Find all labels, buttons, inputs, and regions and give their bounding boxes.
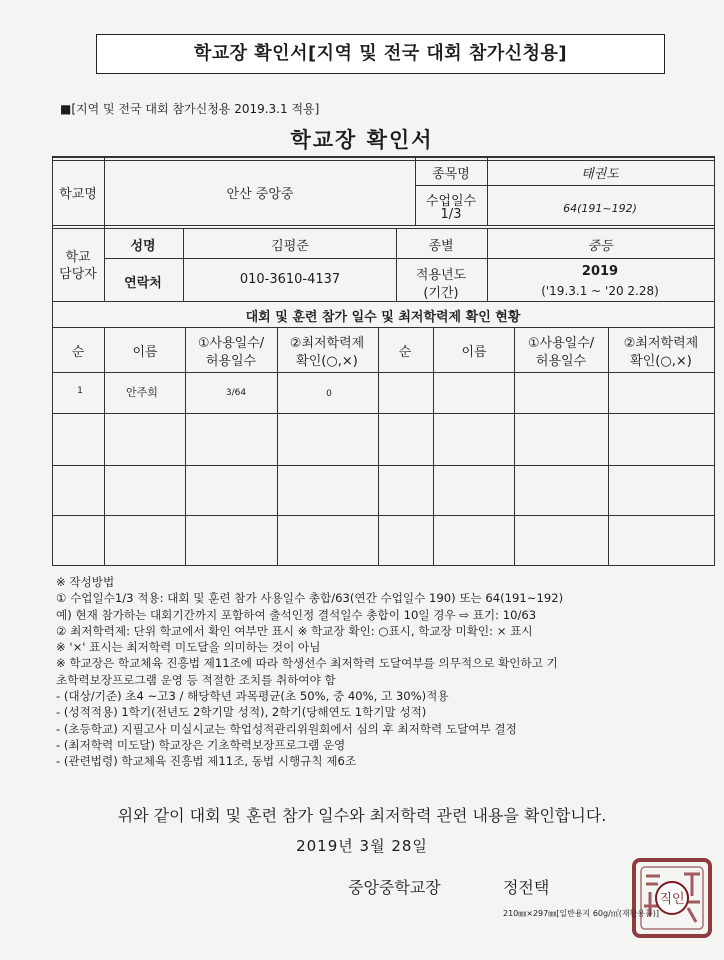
school-days-ratio-label: 1/3 (440, 207, 462, 222)
principal-name: 정전택 (502, 878, 550, 897)
paper-size-note: 210㎜×297㎜[일반용지 60g/㎡(재활용품)] (503, 909, 660, 918)
division-label: 종별 (428, 239, 454, 254)
note-line: 초학력보장프로그램 운영 등 적절한 조치를 취하여야 함 (56, 672, 336, 687)
section-title: 대회 및 훈련 참가 일수 및 최저학력제 확인 현황 (245, 310, 521, 325)
note-line: ※ 학교장은 학교체육 진흥법 제11조에 따라 학생선수 최저학력 도달여부를 의무적으로 확인하고 기 (56, 656, 558, 671)
col-header-no-2: 순 (398, 345, 412, 360)
year-label-line2: (기간) (423, 286, 459, 301)
school-days-value: 64(191~192) (563, 202, 637, 215)
writing-instructions (56, 574, 716, 770)
note-line: ※ 작성방법 (56, 575, 115, 589)
document-date: 2019년 3월 28일 (296, 837, 428, 855)
teacher-label-line1: 학교 (65, 250, 91, 265)
official-seal-stamp (630, 856, 714, 940)
form-title-box: 학교장 확인서[지역 및 전국 대회 참가신청용] (96, 34, 665, 74)
note-line: ② 최저학력제: 단위 학교에서 확인 여부만 표시 ※ 학교장 확인: ○표시, 학교장 미확인: × 표시 (56, 623, 533, 638)
principal-signature-line (348, 875, 549, 898)
note-line: ※ '×' 표시는 최저학력 미도달을 의미하는 것이 아님 (56, 640, 321, 655)
school-days-label: 수업일수 (425, 194, 477, 209)
year-value: 2019 (581, 264, 619, 279)
event-label: 종목명 (432, 167, 470, 182)
row-no: 1 (77, 386, 83, 396)
year-label-line1: 적용년도 (415, 268, 467, 283)
col-header-name: 이름 (132, 345, 158, 360)
note-line: - (대상/기준) 초4 ~고3 / 해당학년 과목평균(초 50%, 중 40%, 고 30%)적용 (56, 689, 449, 704)
col-header-days-line2: 허용일수 (205, 354, 257, 369)
confirmation-statement: 위와 같이 대회 및 훈련 참가 일수와 최저학력 관련 내용을 확인합니다. (117, 806, 607, 825)
col-header-check-2-line2: 확인(○,×) (630, 354, 692, 369)
year-period-value: ('19.3.1 ~ '20 2.28) (541, 284, 659, 298)
form-subtitle-note: ■[지역 및 전국 대회 참가신청용 2019.3.1 적용] (60, 102, 320, 116)
col-header-check-2-line1: ②최저학력제 (623, 336, 699, 351)
row-name: 안주희 (126, 386, 158, 399)
teacher-name-label: 성명 (130, 239, 156, 254)
principal-title: 중앙중학교장 (348, 878, 441, 897)
col-header-days-2-line1: ①사용일수/ (527, 336, 595, 351)
note-line: - (성적적용) 1학기(전년도 2학기말 성적), 2학기(당해연도 1학기말 성적) (56, 705, 427, 720)
col-header-days-2-line2: 허용일수 (535, 354, 587, 369)
col-header-check-line2: 확인(○,×) (296, 354, 358, 369)
note-line: - (관련법령) 학교체육 진흥법 제11조, 동법 시행규칙 제6조 (56, 754, 357, 769)
contact-value: 010-3610-4137 (239, 272, 341, 287)
row-days: 3/64 (225, 388, 247, 398)
contact-label: 연락처 (124, 276, 162, 291)
note-line: - (최저학력 미도달) 학교장은 기초학력보장프로그램 운영 (56, 737, 346, 752)
note-line: ① 수업일수1/3 적용: 대회 및 훈련 참가 사용일수 총합/63(연간 수업일수 190) 또는 64(191~192) (56, 591, 564, 606)
teacher-name-value: 김평준 (271, 239, 309, 254)
col-header-days-line1: ①사용일수/ (197, 336, 265, 351)
division-value: 중등 (587, 239, 613, 254)
row-check: 0 (326, 389, 332, 399)
event-value: 태권도 (581, 167, 619, 182)
school-value: 안산 중앙중 (226, 187, 294, 202)
seal-label: 직인 (659, 892, 685, 907)
col-header-no: 순 (71, 345, 85, 360)
teacher-label-line2: 담당자 (59, 267, 97, 282)
note-line: - (초등학교) 지필고사 미실시교는 학업성적관리위원회에서 심의 후 최저학력 도달여부 결정 (56, 721, 517, 736)
col-header-check-line1: ②최저학력제 (289, 336, 365, 351)
document-heading: 학교장 확인서 (290, 128, 434, 152)
col-header-name-2: 이름 (461, 345, 487, 360)
school-label: 학교명 (59, 187, 97, 202)
note-line: 예) 현재 참가하는 대회기간까지 포함하여 출석인정 결석일수 총합이 10일 경우 ⇨ 표기: 10/63 (56, 607, 537, 622)
